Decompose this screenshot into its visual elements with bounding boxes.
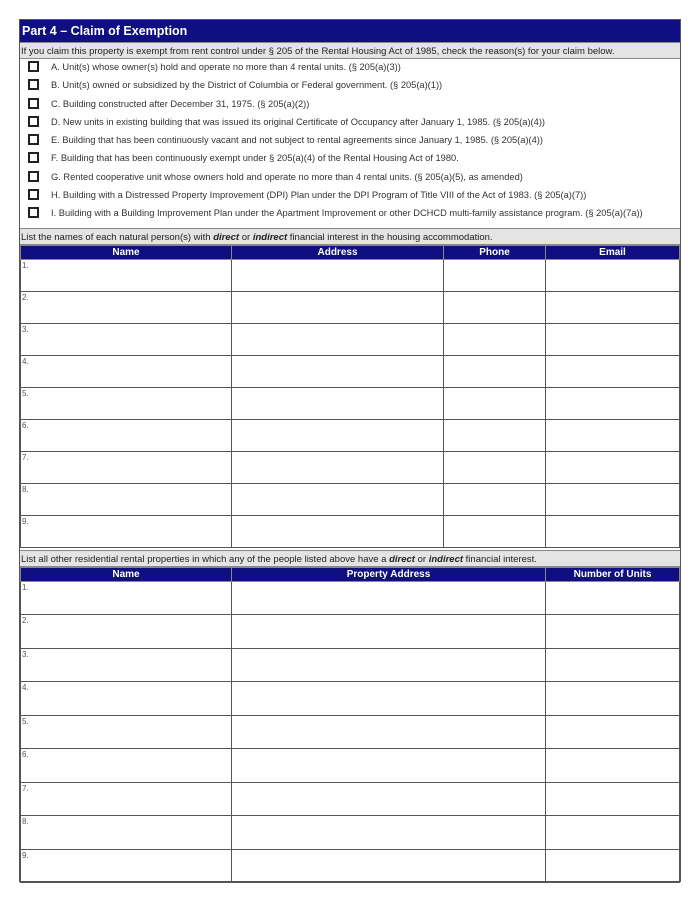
input-cell[interactable] [546,782,680,816]
table-row [21,581,680,615]
option-label: I. Building with a Building Improvement Plan under the Apartment Improvement or other DCHCD multi-family assistance program. (§ 205(a)(7a)) [51,208,643,219]
exemption-option [28,61,680,79]
input-cell[interactable] [546,749,680,783]
table-row [21,849,680,883]
option-label: H. Building with a Distressed Property Improvement (DPI) Plan under the DPI Program of Title VIII of the Act of 1983. (§ 205(a)(7)) [51,190,587,201]
checkbox[interactable] [28,116,39,127]
input-cell[interactable]: 8. [21,816,232,850]
input-cell[interactable]: 1. [21,581,232,615]
input-cell[interactable] [546,483,680,515]
option-label: B. Unit(s) owned or subsidized by the District of Columbia or Federal government. (§ 205(a)(1)) [51,80,443,91]
input-cell[interactable] [232,816,546,850]
input-cell[interactable] [232,581,546,615]
table-row [21,648,680,682]
input-cell[interactable] [232,682,546,716]
input-cell[interactable]: 5. [21,387,232,419]
column-header: Name [21,567,232,581]
input-cell[interactable] [546,355,680,387]
exemption-option [28,116,680,134]
input-cell[interactable]: 7. [21,782,232,816]
input-cell[interactable] [444,483,546,515]
input-cell[interactable] [546,849,680,883]
input-cell[interactable] [232,419,444,451]
input-cell[interactable] [444,451,546,483]
input-cell[interactable]: 3. [21,323,232,355]
checkbox[interactable] [28,61,39,72]
persons-instruction: List the names of each natural person(s) with direct or indirect financial interest in the housing accommodation. [20,228,680,245]
input-cell[interactable] [232,749,546,783]
input-cell[interactable] [546,259,680,291]
input-cell[interactable]: 4. [21,355,232,387]
input-cell[interactable]: 4. [21,682,232,716]
input-cell[interactable] [546,323,680,355]
input-cell[interactable] [232,291,444,323]
table-row [21,483,680,515]
input-cell[interactable] [232,259,444,291]
input-cell[interactable] [546,715,680,749]
column-header: Name [21,245,232,259]
column-header: Property Address [232,567,546,581]
claim-of-exemption-form [19,19,681,882]
checkbox[interactable] [28,98,39,109]
input-cell[interactable]: 1. [21,259,232,291]
input-cell[interactable] [444,291,546,323]
exemption-option [28,79,680,97]
input-cell[interactable] [546,515,680,547]
table-row [21,355,680,387]
column-header: Phone [444,245,546,259]
input-cell[interactable]: 2. [21,291,232,323]
input-cell[interactable] [546,682,680,716]
input-cell[interactable] [232,715,546,749]
option-label: G. Rented cooperative unit whose owners hold and operate no more than 4 rental units. (§ 205(a)(5), as amended) [51,171,523,182]
properties-table [20,567,680,884]
input-cell[interactable] [546,816,680,850]
table-row [21,387,680,419]
input-cell[interactable]: 6. [21,749,232,783]
option-label: E. Building that has been continuously vacant and not subject to rental agreements since January 1, 1985. (§ 205(a)(4)) [51,135,543,146]
input-cell[interactable] [546,648,680,682]
option-label: F. Building that has been continuously exempt under § 205(a)(4) of the Rental Housing Act of 1980. [51,153,459,164]
input-cell[interactable] [546,615,680,649]
input-cell[interactable] [232,648,546,682]
table-row [21,323,680,355]
exemption-options [20,59,680,228]
properties-instruction: List all other residential rental properties in which any of the people listed above have a direct or indirect financial interest. [20,550,680,567]
input-cell[interactable]: 9. [21,849,232,883]
input-cell[interactable] [546,291,680,323]
input-cell[interactable] [232,355,444,387]
option-label: A. Unit(s) whose owner(s) hold and operate no more than 4 rental units. (§ 205(a)(3)) [51,62,401,72]
input-cell[interactable] [444,323,546,355]
input-cell[interactable] [444,259,546,291]
input-cell[interactable] [444,515,546,547]
exemption-option [28,189,680,207]
table-row [21,682,680,716]
table-row [21,615,680,649]
table-row [21,816,680,850]
input-cell[interactable] [444,355,546,387]
input-cell[interactable] [232,849,546,883]
checkbox[interactable] [28,171,39,182]
input-cell[interactable] [546,419,680,451]
checkbox[interactable] [28,79,39,90]
table-row [21,715,680,749]
table-row [21,749,680,783]
table-row [21,782,680,816]
table-row [21,451,680,483]
input-cell[interactable] [232,451,444,483]
input-cell[interactable]: 2. [21,615,232,649]
column-header: Email [546,245,680,259]
input-cell[interactable] [232,483,444,515]
input-cell[interactable]: 9. [21,515,232,547]
input-cell[interactable]: 6. [21,419,232,451]
input-cell[interactable] [232,515,444,547]
table-row [21,259,680,291]
exemption-option [28,171,680,189]
input-cell[interactable]: 3. [21,648,232,682]
exemption-option [28,134,680,152]
input-cell[interactable] [546,451,680,483]
input-cell[interactable] [546,581,680,615]
column-header: Address [232,245,444,259]
table-row [21,515,680,547]
exemption-option [28,207,680,225]
column-header: Number of Units [546,567,680,581]
exemption-option [28,152,680,170]
input-cell[interactable] [444,387,546,419]
exemption-instruction: If you claim this property is exempt from rent control under § 205 of the Rental Housing Act of 1985, check the reason(s) for your claim below. [20,42,680,59]
input-cell[interactable] [232,782,546,816]
checkbox[interactable] [28,134,39,145]
checkbox[interactable] [28,189,39,200]
option-label: D. New units in existing building that was issued its original Certificate of Occupancy after January 1, 1985. (§ 205(a)(4)) [51,116,546,127]
input-cell[interactable]: 8. [21,483,232,515]
input-cell[interactable]: 7. [21,451,232,483]
persons-table [20,245,680,548]
option-label: C. Building constructed after December 31, 1975. (§ 205(a)(2)) [51,98,310,109]
checkbox[interactable] [28,207,39,218]
table-row [21,291,680,323]
checkbox[interactable] [28,152,39,163]
input-cell[interactable] [232,615,546,649]
input-cell[interactable]: 5. [21,715,232,749]
input-cell[interactable] [232,387,444,419]
input-cell[interactable] [546,387,680,419]
exemption-option [28,98,680,116]
table-row [21,419,680,451]
section-title: Part 4 – Claim of Exemption [20,20,680,42]
input-cell[interactable] [444,419,546,451]
input-cell[interactable] [232,323,444,355]
